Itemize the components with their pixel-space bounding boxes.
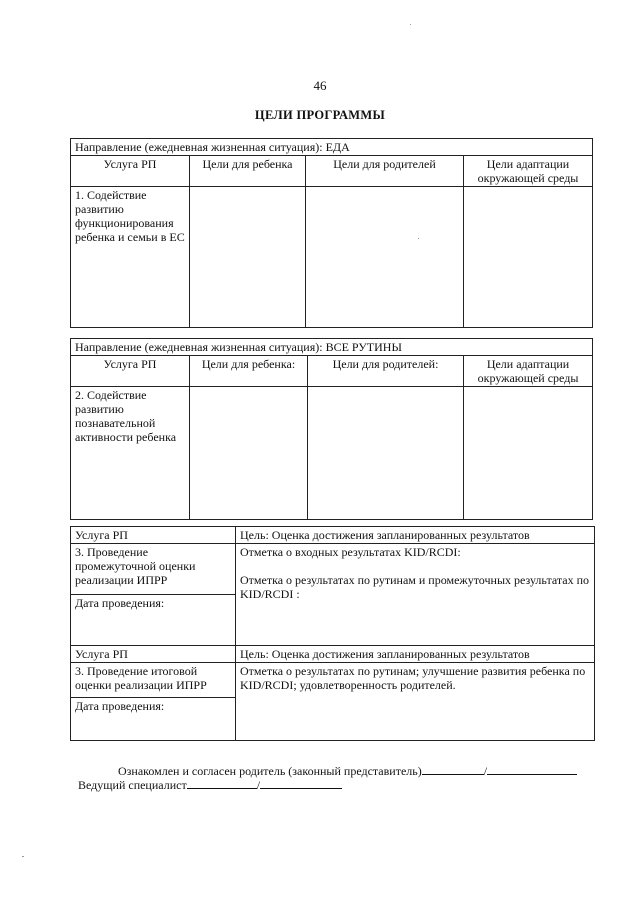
parent-goals-cell[interactable] (308, 387, 464, 520)
direction-label: Направление (ежедневная жизненная ситуация): ВСЕ РУТИНЫ (71, 339, 593, 356)
header-goal: Цель: Оценка достижения запланированных результатов (236, 527, 595, 544)
parent-goals-cell[interactable] (306, 187, 464, 328)
header-child-goals: Цели для ребенка: (190, 356, 308, 387)
input-results-note: Отметка о входных результатах KID/RCDI: (240, 545, 461, 559)
header-service: Услуга РП (71, 646, 236, 663)
scan-speck (418, 238, 419, 239)
header-child-goals: Цели для ребенка (190, 156, 306, 187)
header-parent-goals: Цели для родителей (306, 156, 464, 187)
service-cell: 3. Проведение итоговой оценки реализации ИПРР (71, 663, 236, 698)
final-results-note: Отметка о результатах по рутинам; улучшение развития ребенка по KID/RCDI; удовлетворенность родителей. (240, 664, 586, 692)
assessment-table (70, 526, 595, 741)
environment-goals-cell[interactable] (464, 387, 593, 520)
specialist-signature-label: Ведущий специалист (78, 778, 187, 792)
date-cell[interactable]: Дата проведения: (71, 595, 236, 646)
notes-cell[interactable] (236, 544, 595, 646)
goals-table-food (70, 138, 593, 328)
header-goal: Цель: Оценка достижения запланированных результатов (236, 646, 595, 663)
header-environment-goals: Цели адаптации окружающей среды (464, 156, 593, 187)
direction-label: Направление (ежедневная жизненная ситуация): ЕДА (71, 139, 593, 156)
signature-separator: / (256, 778, 261, 792)
page-title: ЦЕЛИ ПРОГРАММЫ (254, 108, 386, 122)
header-environment-goals: Цели адаптации окружающей среды (464, 356, 593, 387)
parent-signature-field[interactable] (422, 764, 484, 775)
header-parent-goals: Цели для родителей: (308, 356, 464, 387)
header-service: Услуга РП (71, 356, 190, 387)
scan-speck (410, 24, 411, 25)
date-cell[interactable]: Дата проведения: (71, 698, 236, 741)
parent-name-field[interactable] (487, 764, 577, 775)
environment-goals-cell[interactable] (464, 187, 593, 328)
header-service: Услуга РП (71, 527, 236, 544)
child-goals-cell[interactable] (190, 387, 308, 520)
specialist-signature-field[interactable] (187, 778, 257, 789)
notes-cell[interactable] (236, 663, 595, 741)
goals-table-routines (70, 338, 593, 520)
parent-signature-line (118, 764, 577, 779)
child-goals-cell[interactable] (190, 187, 306, 328)
scan-speck (22, 856, 24, 857)
specialist-signature-line (78, 778, 342, 793)
parent-signature-label: Ознакомлен и согласен родитель (законный представитель) (118, 764, 422, 778)
specialist-name-field[interactable] (260, 778, 342, 789)
signature-separator: / (483, 764, 488, 778)
service-cell: 3. Проведение промежуточной оценки реализации ИПРР (71, 544, 236, 595)
service-cell: 2. Содействие развитию познавательной активности ребенка (71, 387, 190, 520)
service-cell: 1. Содействие развитию функционирования ребенка и семьи в ЕС (71, 187, 190, 328)
header-service: Услуга РП (71, 156, 190, 187)
page-number: 46 (313, 78, 327, 93)
routine-results-note: Отметка о результатах по рутинам и промежуточных результатах по KID/RCDI : (240, 573, 589, 601)
